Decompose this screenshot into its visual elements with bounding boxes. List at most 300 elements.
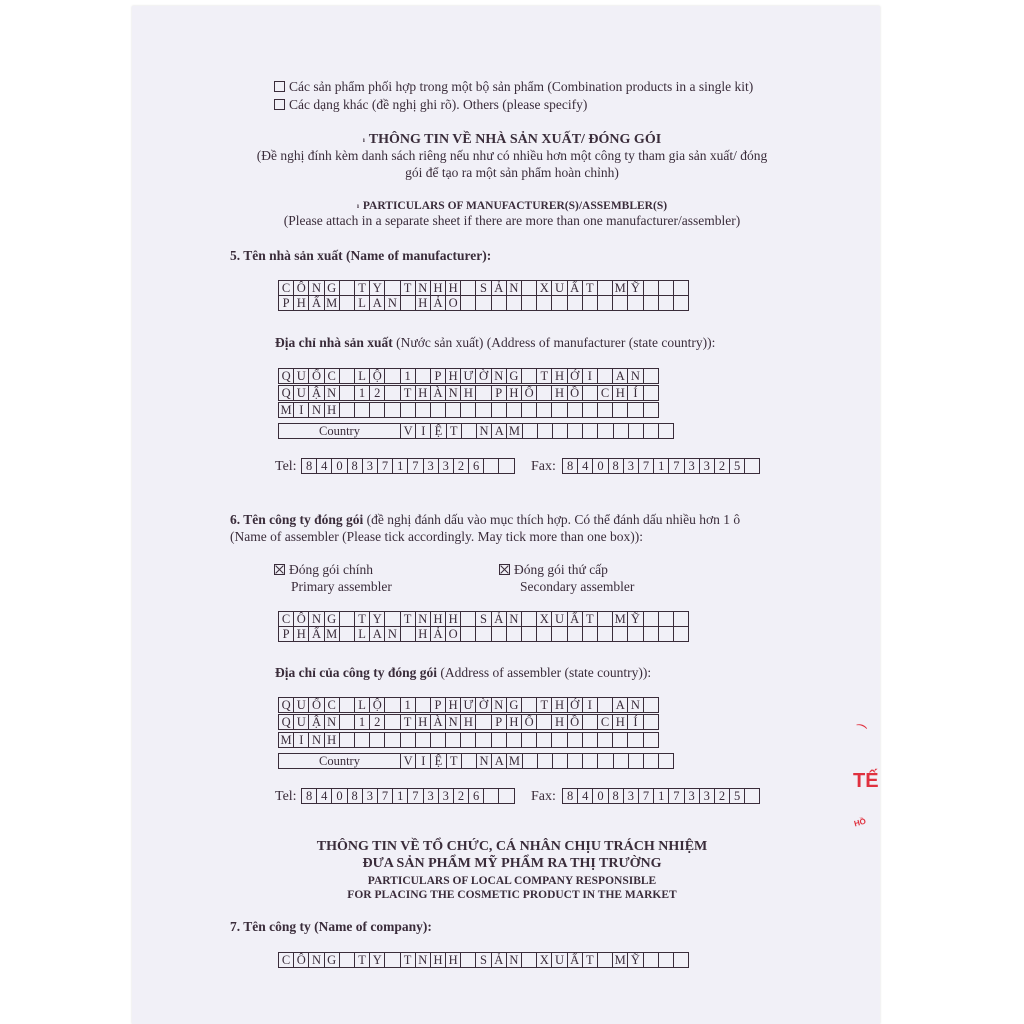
char-cell — [597, 295, 613, 311]
char-cell: Ố — [308, 368, 324, 384]
char-cell: N — [384, 295, 400, 311]
char-cell: O — [445, 626, 461, 642]
char-cell: C — [324, 368, 340, 384]
char-cell: T — [446, 423, 462, 439]
char-cell: Ả — [430, 295, 446, 311]
char-cell: 7 — [377, 458, 393, 474]
char-cell — [521, 697, 537, 713]
char-cell — [384, 714, 400, 730]
char-cell: 3 — [684, 788, 700, 804]
char-cell: Ô — [293, 611, 309, 627]
char-cell — [643, 732, 659, 748]
char-cell: 4 — [577, 458, 593, 474]
char-cell: H — [445, 368, 461, 384]
char-cell — [567, 753, 583, 769]
char-cell — [612, 402, 628, 418]
checked-checkbox-icon[interactable] — [499, 564, 510, 575]
char-cell: H — [551, 697, 567, 713]
char-cell — [369, 402, 385, 418]
char-cell: X — [536, 280, 552, 296]
char-cell: T — [400, 280, 416, 296]
char-cell — [460, 280, 476, 296]
assembler-country-cells — [401, 754, 674, 769]
char-cell: P — [491, 385, 507, 401]
char-cell: 7 — [407, 788, 423, 804]
char-cell — [491, 626, 507, 642]
char-cell — [498, 458, 514, 474]
char-cell: N — [308, 952, 324, 968]
char-cell: 1 — [653, 788, 669, 804]
char-cell — [400, 732, 416, 748]
char-cell: 3 — [438, 788, 454, 804]
char-cell: 1 — [400, 368, 416, 384]
char-cell: C — [324, 697, 340, 713]
char-cell — [521, 368, 537, 384]
char-cell: U — [551, 280, 567, 296]
char-cell: L — [354, 626, 370, 642]
manufacturer-fax-cells — [563, 459, 760, 474]
char-cell: 0 — [331, 458, 347, 474]
char-cell — [521, 280, 537, 296]
section-note-vn-2: gói để tạo ra một sản phẩm hoàn chỉnh) — [405, 165, 619, 180]
char-cell: T — [354, 952, 370, 968]
char-cell — [658, 295, 674, 311]
char-cell — [415, 368, 431, 384]
stamp-text: TẾ — [853, 770, 879, 792]
char-cell — [597, 402, 613, 418]
char-cell — [627, 402, 643, 418]
char-cell — [483, 458, 499, 474]
char-cell — [673, 611, 689, 627]
char-cell — [567, 423, 583, 439]
manufacturer-country-cells — [401, 424, 674, 439]
char-cell: M — [612, 280, 628, 296]
char-cell — [521, 952, 537, 968]
char-cell: 6 — [468, 788, 484, 804]
char-cell: H — [506, 385, 522, 401]
char-cell: H — [445, 611, 461, 627]
char-cell: 0 — [331, 788, 347, 804]
char-cell — [522, 753, 538, 769]
char-cell: C — [278, 280, 294, 296]
char-cell: H — [324, 732, 340, 748]
tel-label: Tel: — [275, 789, 297, 804]
char-cell: 3 — [362, 788, 378, 804]
char-cell: H — [415, 385, 431, 401]
char-cell: 3 — [699, 788, 715, 804]
char-cell: M — [324, 626, 340, 642]
responsible-title-en-2: FOR PLACING THE COSMETIC PRODUCT IN THE MARKET — [347, 889, 677, 901]
char-cell: 4 — [316, 788, 332, 804]
char-cell — [537, 753, 553, 769]
char-cell: 3 — [423, 458, 439, 474]
char-cell — [354, 402, 370, 418]
char-cell: Ậ — [308, 385, 324, 401]
char-cell: M — [612, 611, 628, 627]
char-cell — [400, 402, 416, 418]
char-cell — [658, 753, 674, 769]
char-cell: A — [612, 697, 628, 713]
char-cell: Ỹ — [627, 280, 643, 296]
char-cell — [384, 611, 400, 627]
char-cell: 1 — [354, 714, 370, 730]
char-cell: P — [430, 368, 446, 384]
char-cell: Ấ — [567, 952, 583, 968]
char-cell: 1 — [400, 697, 416, 713]
char-cell: S — [475, 280, 491, 296]
char-cell — [643, 714, 659, 730]
char-cell: 8 — [301, 788, 317, 804]
char-cell: H — [430, 280, 446, 296]
char-cell: H — [445, 280, 461, 296]
char-cell — [643, 753, 659, 769]
char-cell: U — [293, 385, 309, 401]
char-cell — [567, 295, 583, 311]
char-cell: M — [506, 753, 522, 769]
char-cell — [551, 626, 567, 642]
char-cell: Ồ — [567, 714, 583, 730]
char-cell: 7 — [407, 458, 423, 474]
char-cell: Ô — [293, 952, 309, 968]
char-cell: H — [430, 952, 446, 968]
char-cell: T — [582, 611, 598, 627]
char-cell: T — [400, 611, 416, 627]
char-cell — [536, 295, 552, 311]
checkbox-icon[interactable] — [274, 99, 285, 110]
char-cell — [384, 368, 400, 384]
char-cell: Ả — [430, 626, 446, 642]
char-cell: H — [445, 952, 461, 968]
char-cell — [384, 952, 400, 968]
char-cell — [582, 753, 598, 769]
char-cell — [627, 626, 643, 642]
checkbox-icon[interactable] — [274, 81, 285, 92]
char-cell: T — [582, 952, 598, 968]
char-cell: N — [476, 423, 492, 439]
char-cell: Ớ — [567, 368, 583, 384]
char-cell — [658, 611, 674, 627]
char-cell: T — [400, 385, 416, 401]
char-cell: M — [278, 732, 294, 748]
char-cell — [384, 697, 400, 713]
char-cell — [415, 697, 431, 713]
char-cell — [673, 295, 689, 311]
char-cell — [460, 402, 476, 418]
manufacturer-address-row-2 — [279, 386, 659, 401]
char-cell — [521, 732, 537, 748]
char-cell: Q — [278, 368, 294, 384]
section-note-vn-1: (Đề nghị đính kèm danh sách riêng nếu như có nhiều hơn một công ty tham gia sản xuất/ đóng — [256, 148, 768, 163]
manufacturer-tel-cells — [302, 459, 515, 474]
char-cell: 8 — [562, 458, 578, 474]
char-cell: Ấ — [567, 280, 583, 296]
char-cell: 2 — [369, 714, 385, 730]
char-cell — [384, 732, 400, 748]
char-cell: 7 — [377, 788, 393, 804]
item6-label: 6. Tên công ty đóng gói (đề nghị đánh dấu vào mục thích hợp. Có thể đánh dấu nhiều hơn 1 ô — [230, 512, 741, 527]
char-cell: H — [430, 611, 446, 627]
char-cell — [339, 280, 355, 296]
char-cell: H — [460, 385, 476, 401]
char-cell — [582, 295, 598, 311]
item7-label: 7. Tên công ty (Name of company): — [230, 919, 432, 934]
char-cell — [627, 732, 643, 748]
char-cell: 1 — [392, 458, 408, 474]
char-cell: T — [446, 753, 462, 769]
char-cell — [521, 295, 537, 311]
assembler-fax-cells — [563, 789, 760, 804]
char-cell — [475, 732, 491, 748]
char-cell: N — [384, 626, 400, 642]
char-cell: H — [612, 385, 628, 401]
char-cell — [658, 626, 674, 642]
char-cell — [460, 611, 476, 627]
char-cell: N — [308, 280, 324, 296]
char-cell: P — [278, 626, 294, 642]
char-cell: 2 — [369, 385, 385, 401]
item5-label: 5. Tên nhà sản xuất (Name of manufacturer): — [230, 248, 492, 263]
char-cell: V — [400, 423, 416, 439]
assembler-address-row-1 — [279, 698, 659, 713]
char-cell — [384, 402, 400, 418]
char-cell: 7 — [638, 788, 654, 804]
char-cell — [628, 423, 644, 439]
char-cell — [483, 788, 499, 804]
char-cell: Ấ — [567, 611, 583, 627]
char-cell: 7 — [638, 458, 654, 474]
char-cell: H — [293, 295, 309, 311]
char-cell — [613, 423, 629, 439]
char-cell — [491, 295, 507, 311]
char-cell — [597, 423, 613, 439]
responsible-title-vn-2: ĐƯA SẢN PHẨM MỸ PHẨM RA THỊ TRƯỜNG — [362, 856, 662, 871]
char-cell: Ả — [491, 611, 507, 627]
char-cell: L — [354, 697, 370, 713]
char-cell: I — [293, 732, 309, 748]
char-cell: Y — [369, 611, 385, 627]
char-cell — [582, 402, 598, 418]
char-cell — [628, 753, 644, 769]
char-cell: M — [612, 952, 628, 968]
assembler-address-row-3 — [279, 733, 659, 748]
stamp-small-text: HỒ — [853, 816, 867, 829]
fax-label: Fax: — [531, 459, 556, 474]
char-cell: P — [491, 714, 507, 730]
char-cell — [627, 295, 643, 311]
char-cell: N — [506, 611, 522, 627]
char-cell — [460, 952, 476, 968]
char-cell — [430, 402, 446, 418]
char-cell: X — [536, 952, 552, 968]
char-cell: N — [445, 385, 461, 401]
primary-assembler-option: Đóng gói chính — [274, 562, 373, 578]
char-cell — [612, 295, 628, 311]
char-cell — [582, 714, 598, 730]
char-cell — [339, 714, 355, 730]
secondary-assembler-option: Đóng gói thứ cấp — [499, 562, 608, 578]
char-cell: M — [506, 423, 522, 439]
char-cell: G — [506, 697, 522, 713]
char-cell — [744, 788, 760, 804]
char-cell: T — [582, 280, 598, 296]
char-cell: 8 — [347, 458, 363, 474]
char-cell: H — [551, 714, 567, 730]
manufacturer-address-row-1 — [279, 369, 659, 384]
char-cell: H — [415, 714, 431, 730]
char-cell: T — [354, 280, 370, 296]
char-cell: N — [506, 952, 522, 968]
char-cell — [521, 611, 537, 627]
char-cell — [536, 714, 552, 730]
char-cell: I — [582, 368, 598, 384]
char-cell — [597, 280, 613, 296]
char-cell — [597, 952, 613, 968]
char-cell: X — [536, 611, 552, 627]
char-cell: Ả — [491, 280, 507, 296]
char-cell: 3 — [623, 788, 639, 804]
char-cell: N — [506, 280, 522, 296]
char-cell: N — [308, 402, 324, 418]
char-cell: M — [278, 402, 294, 418]
char-cell — [673, 952, 689, 968]
char-cell: 5 — [729, 788, 745, 804]
char-cell: 0 — [592, 788, 608, 804]
item5-address-label: Địa chỉ nhà sản xuất (Nước sản xuất) (Address of manufacturer (state country)): — [275, 335, 716, 350]
char-cell: N — [415, 611, 431, 627]
char-cell — [643, 611, 659, 627]
char-cell — [597, 697, 613, 713]
char-cell: I — [293, 402, 309, 418]
char-cell: N — [308, 732, 324, 748]
char-cell: T — [400, 952, 416, 968]
char-cell: O — [445, 295, 461, 311]
primary-assembler-en: Primary assembler — [291, 579, 392, 594]
char-cell — [612, 732, 628, 748]
char-cell: 4 — [577, 788, 593, 804]
char-cell — [498, 788, 514, 804]
section-title-vn: $^ı$ THÔNG TIN VỀ NHÀ SẢN XUẤT/ ĐÓNG GÓI — [362, 132, 662, 147]
char-cell — [354, 732, 370, 748]
char-cell: 3 — [699, 458, 715, 474]
char-cell: H — [612, 714, 628, 730]
char-cell — [551, 402, 567, 418]
char-cell — [339, 697, 355, 713]
char-cell — [339, 402, 355, 418]
responsible-title-en-1: PARTICULARS OF LOCAL COMPANY RESPONSIBLE — [367, 875, 657, 887]
char-cell: N — [476, 753, 492, 769]
char-cell: 4 — [316, 458, 332, 474]
char-cell: Í — [627, 714, 643, 730]
char-cell: T — [536, 697, 552, 713]
char-cell — [673, 626, 689, 642]
char-cell — [552, 753, 568, 769]
char-cell — [461, 423, 477, 439]
char-cell: 2 — [453, 788, 469, 804]
char-cell: Ô — [293, 280, 309, 296]
char-cell: Ồ — [567, 385, 583, 401]
char-cell — [613, 753, 629, 769]
char-cell: 1 — [392, 788, 408, 804]
char-cell — [643, 952, 659, 968]
char-cell: N — [308, 611, 324, 627]
char-cell — [506, 732, 522, 748]
char-cell — [658, 423, 674, 439]
section-note-en: (Please attach in a separate sheet if there are more than one manufacturer/assembler) — [283, 213, 741, 228]
char-cell: À — [430, 385, 446, 401]
char-cell — [384, 385, 400, 401]
char-cell: P — [278, 295, 294, 311]
char-cell: 8 — [301, 458, 317, 474]
char-cell: 3 — [423, 788, 439, 804]
char-cell — [460, 732, 476, 748]
char-cell — [552, 423, 568, 439]
char-cell: Ố — [521, 714, 537, 730]
secondary-assembler-en: Secondary assembler — [520, 579, 635, 594]
char-cell: 2 — [714, 788, 730, 804]
char-cell: C — [597, 385, 613, 401]
char-cell: Ậ — [308, 714, 324, 730]
char-cell: 1 — [354, 385, 370, 401]
char-cell — [673, 280, 689, 296]
char-cell: Ố — [521, 385, 537, 401]
char-cell: Ờ — [475, 368, 491, 384]
char-cell — [643, 402, 659, 418]
char-cell — [537, 423, 553, 439]
char-cell: L — [354, 295, 370, 311]
char-cell — [536, 626, 552, 642]
char-cell: Ệ — [430, 753, 446, 769]
assembler-tel-cells — [302, 789, 515, 804]
char-cell — [551, 732, 567, 748]
char-cell — [643, 280, 659, 296]
char-cell: 3 — [684, 458, 700, 474]
char-cell — [339, 952, 355, 968]
char-cell: 3 — [623, 458, 639, 474]
char-cell — [400, 295, 416, 311]
char-cell — [491, 402, 507, 418]
checked-checkbox-icon[interactable] — [274, 564, 285, 575]
item6-address-label: Địa chỉ của công ty đóng gói (Address of assembler (state country)): — [275, 665, 652, 680]
char-cell: 8 — [608, 788, 624, 804]
char-cell — [522, 423, 538, 439]
char-cell: A — [491, 423, 507, 439]
char-cell — [643, 368, 659, 384]
char-cell: G — [506, 368, 522, 384]
char-cell — [369, 732, 385, 748]
char-cell: H — [551, 385, 567, 401]
char-cell — [475, 385, 491, 401]
char-cell: Ộ — [369, 697, 385, 713]
char-cell: N — [491, 368, 507, 384]
char-cell: A — [369, 626, 385, 642]
char-cell — [339, 295, 355, 311]
char-cell: T — [536, 368, 552, 384]
char-cell: N — [627, 697, 643, 713]
char-cell: Ộ — [369, 368, 385, 384]
char-cell — [521, 402, 537, 418]
char-cell: S — [475, 952, 491, 968]
char-cell: Ỹ — [627, 952, 643, 968]
char-cell: 8 — [562, 788, 578, 804]
char-cell — [445, 732, 461, 748]
char-cell: C — [278, 952, 294, 968]
fax-label: Fax: — [531, 789, 556, 804]
char-cell — [567, 402, 583, 418]
char-cell: G — [324, 611, 340, 627]
char-cell: Q — [278, 714, 294, 730]
char-cell: Ả — [491, 952, 507, 968]
char-cell: U — [551, 611, 567, 627]
